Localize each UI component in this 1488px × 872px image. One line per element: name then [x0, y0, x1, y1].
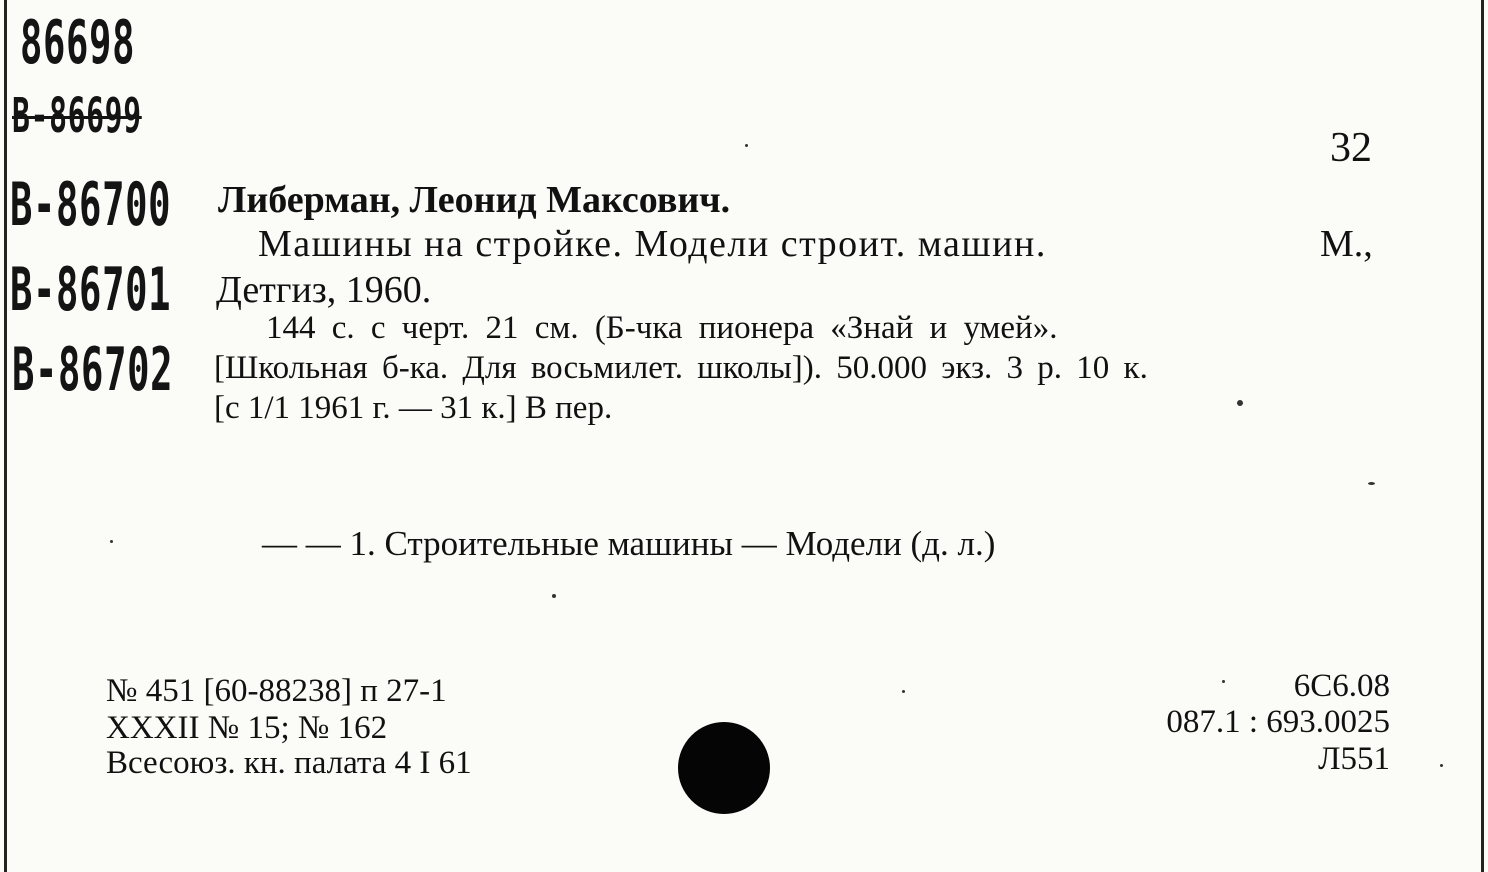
scan-speck [1237, 400, 1243, 406]
scan-speck [902, 690, 905, 693]
bottom-left-line-1: № 451 [60-88238] п 27-1 [106, 673, 447, 709]
subject-heading: — — 1. Строительные машины — Модели (д. л.) [262, 524, 996, 563]
scan-speck [1368, 482, 1375, 485]
collation-line-1: 144 с. с черт. 21 см. (Б-чка пионера «Знай и умей». [266, 310, 1058, 346]
handwritten-accession-4: B-86701 [10, 255, 172, 325]
handwritten-accession-2-struck: B-86699 [12, 88, 142, 144]
title-line-2: Детгиз, 1960. [216, 269, 432, 311]
title-line-1: Машины на стройке. Модели строит. машин. [258, 223, 1047, 265]
punch-hole [678, 722, 770, 814]
classification-line-3: Л551 [1318, 741, 1390, 777]
title-place: М., [1320, 223, 1373, 265]
card-right-edge [1481, 0, 1484, 872]
scan-speck [552, 594, 556, 598]
handwritten-accession-3: B-86700 [10, 170, 172, 240]
card-left-edge [4, 0, 7, 872]
handwritten-accession-5: B-86702 [12, 335, 174, 405]
scan-speck [110, 540, 113, 543]
classification-line-2: 087.1 : 693.0025 [1166, 704, 1390, 740]
scan-speck [1440, 764, 1443, 767]
bottom-left-line-3: Всесоюз. кн. палата 4 I 61 [106, 745, 472, 781]
card-page-number: 32 [1330, 125, 1372, 171]
collation-line-2: [Школьная б-ка. Для восьмилет. школы]). 50.000 экз. 3 р. 10 к. [214, 350, 1148, 386]
handwritten-accession-1: 86698 [20, 8, 136, 78]
author-heading: Либерман, Леонид Максович. [218, 179, 731, 221]
scan-speck [1222, 680, 1225, 683]
classification-line-1: 6С6.08 [1293, 668, 1390, 704]
scan-speck [745, 144, 748, 147]
collation-line-3: [с 1/1 1961 г. — 31 к.] В пер. [214, 390, 613, 426]
bottom-left-line-2: XXXII № 15; № 162 [106, 710, 388, 746]
